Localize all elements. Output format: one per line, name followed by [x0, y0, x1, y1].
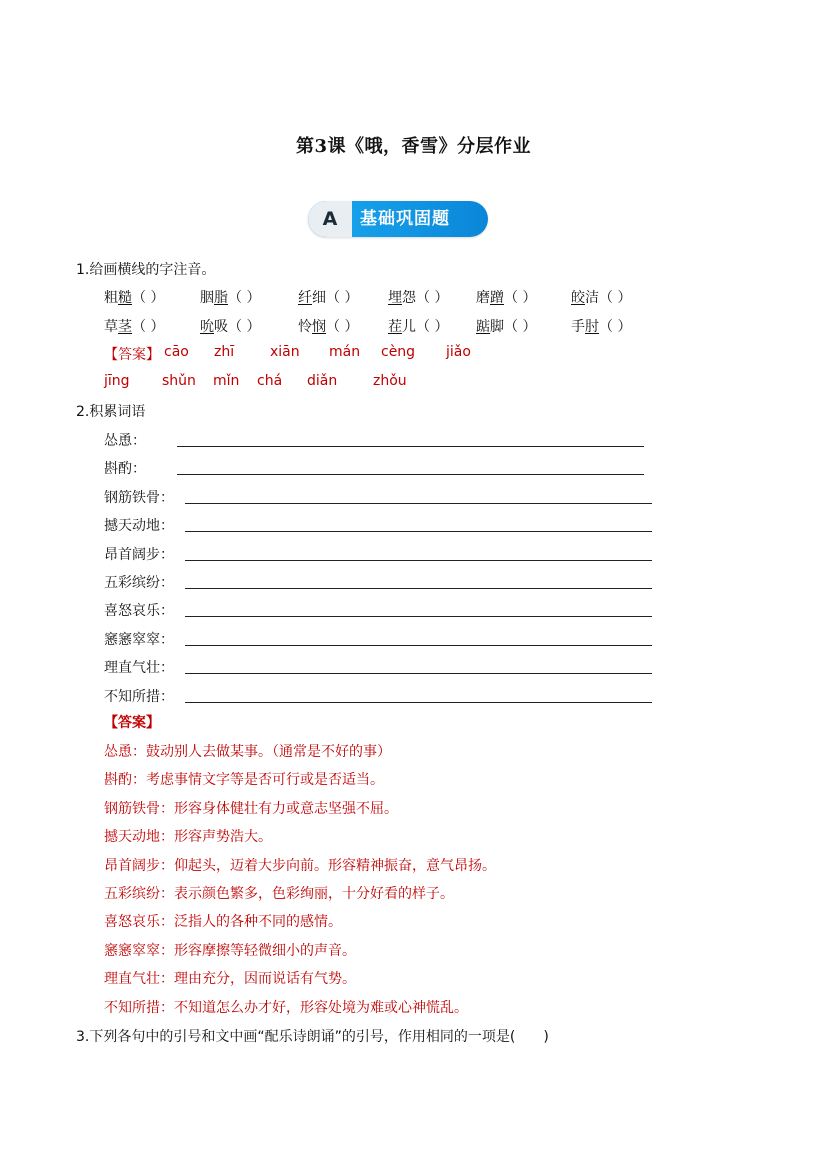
term-label: 怂恿：: [104, 433, 146, 449]
underlined-char: 皎: [571, 290, 585, 306]
definition-answer: 撼天动地：形容声势浩大。: [104, 829, 272, 846]
underlined-char: 茬: [388, 319, 402, 335]
term-label: 理直气壮：: [104, 660, 174, 677]
definition-answer: 喜怒哀乐：泛指人的各种不同的感情。: [104, 914, 342, 931]
q1-answer-tag: 【答案】: [104, 347, 160, 363]
question-3-stem: 3.下列各句中的引号和文中画“配乐诗朗诵”的引号，作用相同的一项是( ): [76, 1029, 549, 1045]
answer-blank[interactable]: （ ）: [504, 319, 537, 335]
answer-blank[interactable]: （ ）: [326, 290, 359, 306]
term-label: 不知所措：: [104, 688, 174, 705]
answer-line[interactable]: [185, 531, 652, 532]
term-label: 钢筋铁骨：: [104, 489, 174, 506]
word-part: 儿: [402, 319, 416, 335]
pinyin-item: [104, 287, 164, 307]
term-label: 斟酌：: [104, 461, 146, 478]
word-part: 洁: [585, 290, 599, 306]
answer-line[interactable]: [185, 588, 652, 589]
question-2-stem: 2.积累词语: [76, 404, 146, 420]
answer-line[interactable]: [185, 503, 652, 504]
underlined-char: 脂: [214, 290, 228, 306]
definition-answer: 怂恿：鼓动别人去做某事。（通常是不好的事）: [104, 744, 391, 760]
pinyin-answer: mǐn: [213, 373, 240, 389]
pinyin-answer: mán: [329, 344, 361, 360]
definition-answer: 钢筋铁骨：形容身体健壮有力或意志坚强不屈。: [104, 800, 398, 817]
pinyin-item: [298, 287, 358, 307]
definition-answer: 昂首阔步：仰起头，迈着大步向前。形容精神振奋，意气昂扬。: [104, 857, 496, 874]
answer-blank[interactable]: （ ）: [132, 290, 165, 306]
word-part: 草: [104, 319, 118, 335]
term-label: 五彩缤纷：: [104, 575, 174, 591]
word-part: 脚: [490, 319, 504, 335]
pinyin-item: [200, 287, 260, 307]
word-part: 手: [571, 319, 585, 335]
word-part: 怜: [298, 319, 312, 335]
word-part: 吸: [214, 319, 228, 335]
pinyin-item: [476, 287, 536, 307]
pinyin-answer: jiǎo: [446, 344, 471, 360]
definition-answer: 理直气壮：理由充分，因而说话有气势。: [104, 971, 356, 988]
definition-answer: 斟酌：考虑事情文字等是否可行或是否适当。: [104, 772, 384, 789]
underlined-char: 肘: [585, 319, 599, 335]
pinyin-item: [476, 316, 536, 336]
pinyin-item: [571, 316, 631, 336]
pinyin-item: [388, 287, 448, 307]
pinyin-item: [104, 316, 164, 336]
underlined-char: 蹭: [490, 290, 504, 306]
pinyin-item: [571, 287, 631, 307]
definition-answer: 不知所措：不知道怎么办才好，形容处境为难或心神慌乱。: [104, 999, 468, 1016]
answer-blank[interactable]: （ ）: [599, 290, 632, 306]
term-label: 昂首阔步：: [104, 546, 174, 563]
question-1-stem: 1.给画横线的字注音。: [76, 262, 216, 278]
answer-blank[interactable]: （ ）: [416, 319, 449, 335]
word-part: 粗: [104, 290, 118, 306]
word-part: 胭: [200, 290, 214, 306]
pinyin-answer: diǎn: [307, 373, 338, 389]
pinyin-answer: jīng: [104, 373, 130, 389]
section-badge: [308, 201, 488, 237]
term-label: 撼天动地：: [104, 518, 174, 535]
answer-line[interactable]: [185, 560, 652, 561]
underlined-char: 埋: [388, 290, 402, 306]
answer-blank[interactable]: （ ）: [132, 319, 165, 335]
term-label: 窸窸窣窣：: [104, 631, 174, 648]
pinyin-item: [200, 316, 260, 336]
answer-line[interactable]: [177, 474, 644, 475]
word-part: 怨: [402, 290, 416, 306]
q2-answer-tag: 【答案】: [104, 715, 160, 731]
underlined-char: 踮: [476, 319, 490, 335]
pinyin-answer: chá: [257, 373, 283, 389]
underlined-char: 茎: [118, 319, 132, 335]
definition-answer: 窸窸窣窣：形容摩擦等轻微细小的声音。: [104, 942, 356, 959]
word-part: 磨: [476, 290, 490, 306]
answer-line[interactable]: [185, 673, 652, 674]
pinyin-answer: zhǒu: [373, 373, 407, 389]
pinyin-answer: cèng: [381, 344, 416, 360]
pinyin-answer: shǔn: [162, 373, 196, 389]
pinyin-item: [298, 316, 358, 336]
pinyin-answer: zhī: [214, 344, 235, 360]
pinyin-answer: cāo: [164, 344, 189, 360]
underlined-char: 吮: [200, 319, 214, 335]
underlined-char: 悯: [312, 319, 326, 335]
definition-answer: 五彩缤纷：表示颜色繁多，色彩绚丽，十分好看的样子。: [104, 886, 454, 902]
page-title: 第3课《哦，香雪》分层作业: [295, 136, 532, 157]
underlined-char: 糙: [118, 290, 132, 306]
answer-line[interactable]: [185, 645, 652, 646]
answer-blank[interactable]: （ ）: [228, 290, 261, 306]
pinyin-answer: xiān: [270, 344, 300, 360]
term-label: 喜怒哀乐：: [104, 603, 174, 620]
answer-line[interactable]: [185, 702, 652, 703]
section-letter: A: [308, 201, 352, 237]
answer-blank[interactable]: （ ）: [228, 319, 261, 335]
pinyin-item: [388, 316, 448, 336]
word-part: 细: [312, 290, 326, 306]
answer-blank[interactable]: （ ）: [416, 290, 449, 306]
answer-line[interactable]: [185, 616, 652, 617]
section-label: 基础巩固题: [360, 209, 450, 229]
answer-blank[interactable]: （ ）: [599, 319, 632, 335]
answer-blank[interactable]: （ ）: [326, 319, 359, 335]
answer-line[interactable]: [177, 446, 644, 447]
underlined-char: 纤: [298, 290, 312, 306]
answer-blank[interactable]: （ ）: [504, 290, 537, 306]
